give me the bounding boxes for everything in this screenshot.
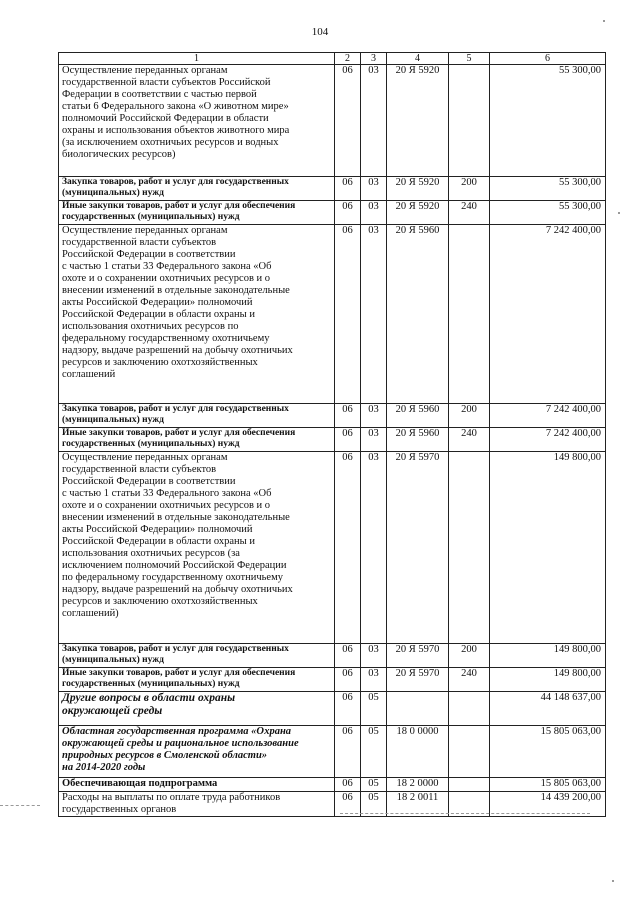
- table-row: [59, 65, 606, 177]
- row-target-article: 20 Я 5920: [387, 177, 449, 201]
- row-target-article: [387, 692, 449, 726]
- row-amount: 149 800,00: [490, 668, 606, 692]
- row-amount: 7 242 400,00: [490, 428, 606, 452]
- table-row: [59, 177, 606, 201]
- scan-speck: [603, 20, 605, 22]
- table-row: [59, 726, 606, 778]
- scan-speck: [618, 212, 620, 214]
- row-section: 06: [335, 726, 361, 778]
- row-expense-type: 240: [449, 201, 490, 225]
- row-target-article: 20 Я 5960: [387, 225, 449, 404]
- row-subsection: 03: [361, 225, 387, 404]
- header-cell: 6: [490, 53, 606, 65]
- page-number: 104: [311, 26, 329, 38]
- row-section: 06: [335, 225, 361, 404]
- row-expense-type: [449, 778, 490, 792]
- table-row: [59, 201, 606, 225]
- row-subsection: 03: [361, 177, 387, 201]
- row-name: Иные закупки товаров, работ и услуг для обеспечения государственных (муниципальных) нужд: [59, 668, 335, 692]
- row-expense-type: [449, 452, 490, 644]
- row-expense-type: 240: [449, 668, 490, 692]
- table-header-row: [59, 53, 606, 65]
- row-subsection: 03: [361, 201, 387, 225]
- row-name: Иные закупки товаров, работ и услуг для обеспечения государственных (муниципальных) нужд: [59, 201, 335, 225]
- row-name: Закупка товаров, работ и услуг для государственных (муниципальных) нужд: [59, 177, 335, 201]
- row-subsection: 03: [361, 65, 387, 177]
- row-expense-type: 200: [449, 404, 490, 428]
- row-amount: 149 800,00: [490, 644, 606, 668]
- row-subsection: 03: [361, 452, 387, 644]
- table-row: [59, 644, 606, 668]
- row-section: 06: [335, 792, 361, 817]
- row-section: 06: [335, 404, 361, 428]
- row-subsection: 05: [361, 726, 387, 778]
- row-amount: 55 300,00: [490, 65, 606, 177]
- row-subsection: 03: [361, 644, 387, 668]
- row-amount: 15 805 063,00: [490, 726, 606, 778]
- row-amount: 44 148 637,00: [490, 692, 606, 726]
- header-cell: 3: [361, 53, 387, 65]
- row-name: Областная государственная программа «Охрана окружающей среды и рациональное использование природных ресурсов в Смоленской области» на 2014-2020 годы: [59, 726, 335, 778]
- row-amount: 55 300,00: [490, 177, 606, 201]
- header-cell: 5: [449, 53, 490, 65]
- row-amount: 55 300,00: [490, 201, 606, 225]
- row-target-article: 20 Я 5960: [387, 404, 449, 428]
- row-section: 06: [335, 644, 361, 668]
- row-expense-type: 200: [449, 177, 490, 201]
- row-name: Осуществление переданных органам государственной власти субъектов Российской Федерации в соответствии с частью 1 статьи 33 Федерального закона «Об охоте и о сохранении охотничьих ресурсов и о внесении изменений в отдельные законодательные акты Российской Федерации» полномочий Российской Федерации в области охраны и использования охотничьих ресурсов по федеральному государственному охотничьему надзору, выдаче разрешений на добычу охотничьих ресурсов и заключению охотхозяйственных соглашений: [59, 225, 335, 404]
- table-row: [59, 428, 606, 452]
- budget-table: [58, 52, 606, 817]
- row-target-article: 20 Я 5970: [387, 644, 449, 668]
- row-subsection: 05: [361, 778, 387, 792]
- row-section: 06: [335, 65, 361, 177]
- row-section: 06: [335, 201, 361, 225]
- row-amount: 15 805 063,00: [490, 778, 606, 792]
- row-subsection: 03: [361, 404, 387, 428]
- row-target-article: 20 Я 5960: [387, 428, 449, 452]
- row-name: Иные закупки товаров, работ и услуг для обеспечения государственных (муниципальных) нужд: [59, 428, 335, 452]
- row-expense-type: 240: [449, 428, 490, 452]
- table-row: [59, 404, 606, 428]
- row-section: 06: [335, 668, 361, 692]
- row-section: 06: [335, 177, 361, 201]
- row-target-article: 18 0 0000: [387, 726, 449, 778]
- row-expense-type: [449, 65, 490, 177]
- row-name: Осуществление переданных органам государственной власти субъектов Российской Федерации в соответствии с частью первой статьи 6 Федерального закона «О животном мире» полномочий Российской Федерации в области охраны и использования объектов животного мира (за исключением охотничьих ресурсов и водных биологических ресурсов): [59, 65, 335, 177]
- row-name: Закупка товаров, работ и услуг для государственных (муниципальных) нужд: [59, 404, 335, 428]
- row-section: 06: [335, 778, 361, 792]
- row-name: Закупка товаров, работ и услуг для государственных (муниципальных) нужд: [59, 644, 335, 668]
- row-amount: 7 242 400,00: [490, 404, 606, 428]
- row-amount: 14 439 200,00: [490, 792, 606, 817]
- row-expense-type: 200: [449, 644, 490, 668]
- row-name: Расходы на выплаты по оплате труда работников государственных органов: [59, 792, 335, 817]
- table-row: [59, 225, 606, 404]
- row-name: Обеспечивающая подпрограмма: [59, 778, 335, 792]
- row-amount: 7 242 400,00: [490, 225, 606, 404]
- table-row: [59, 452, 606, 644]
- row-amount: 149 800,00: [490, 452, 606, 644]
- row-target-article: 18 2 0011: [387, 792, 449, 817]
- row-section: 06: [335, 692, 361, 726]
- header-cell: 2: [335, 53, 361, 65]
- scan-speck: [612, 880, 614, 882]
- table-row: [59, 778, 606, 792]
- row-target-article: 18 2 0000: [387, 778, 449, 792]
- row-section: 06: [335, 452, 361, 644]
- row-target-article: 20 Я 5920: [387, 65, 449, 177]
- table-row: [59, 692, 606, 726]
- row-subsection: 03: [361, 428, 387, 452]
- row-target-article: 20 Я 5970: [387, 668, 449, 692]
- row-subsection: 03: [361, 668, 387, 692]
- row-target-article: 20 Я 5920: [387, 201, 449, 225]
- row-subsection: 05: [361, 692, 387, 726]
- row-subsection: 05: [361, 792, 387, 817]
- row-expense-type: [449, 692, 490, 726]
- row-section: 06: [335, 428, 361, 452]
- header-cell: 4: [387, 53, 449, 65]
- row-expense-type: [449, 225, 490, 404]
- scan-artifact-line: [0, 805, 40, 806]
- row-target-article: 20 Я 5970: [387, 452, 449, 644]
- row-name: Осуществление переданных органам государственной власти субъектов Российской Федерации в соответствии с частью 1 статьи 33 Федерального закона «Об охоте и о сохранении охотничьих ресурсов и о внесении изменений в отдельные законодательные акты Российской Федерации» полномочий Российской Федерации в области охраны и использования охотничьих ресурсов (за исключением полномочий Российской Федерации по федеральному государственному охотничьему надзору, выдаче разрешений на добычу охотничьих ресурсов и заключению охотхозяйственных соглашений): [59, 452, 335, 644]
- header-cell: 1: [59, 53, 335, 65]
- row-expense-type: [449, 726, 490, 778]
- row-name: Другие вопросы в области охраны окружающей среды: [59, 692, 335, 726]
- table-row: [59, 668, 606, 692]
- scan-artifact-line: [340, 813, 590, 814]
